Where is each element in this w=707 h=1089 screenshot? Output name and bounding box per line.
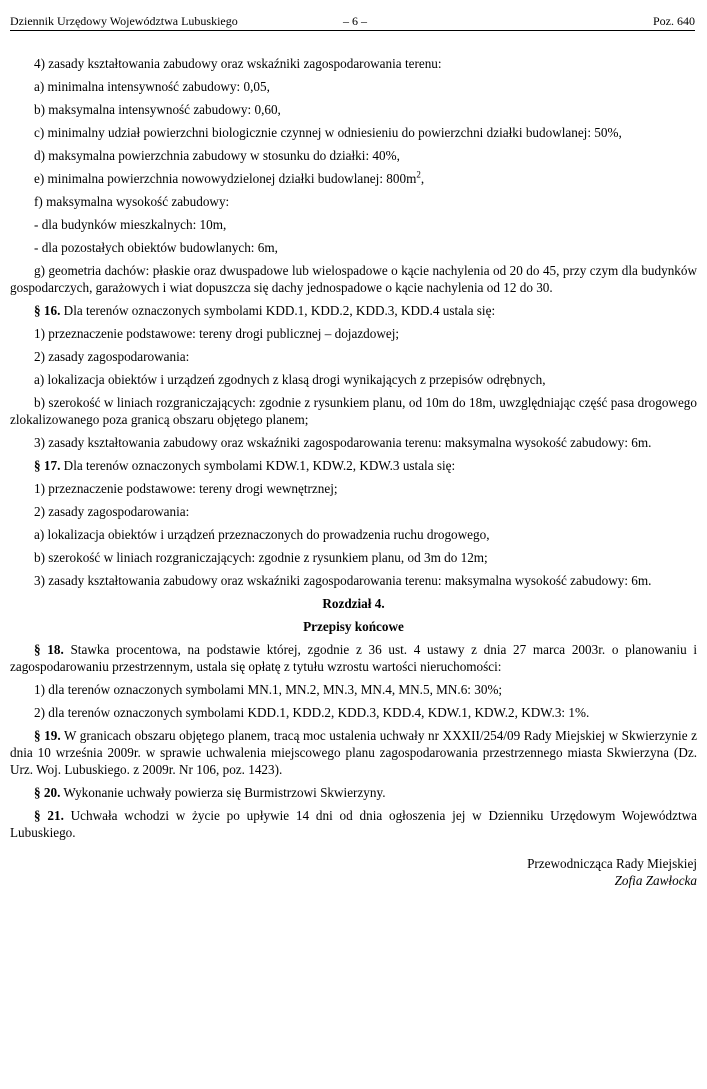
- paragraph: a) minimalna intensywność zabudowy: 0,05,: [34, 79, 270, 94]
- journal-title: Dziennik Urzędowy Województwa Lubuskiego: [10, 14, 238, 28]
- superscript: 2: [416, 169, 421, 180]
- chapter-title: Przepisy końcowe: [303, 619, 404, 634]
- paragraph: f) maksymalna wysokość zabudowy:: [34, 194, 230, 209]
- section-label: § 18.: [34, 642, 64, 657]
- signature-block: [10, 855, 697, 889]
- chapter-heading: Rozdział 4.: [322, 596, 385, 611]
- section-label: § 21.: [34, 808, 64, 823]
- paragraph: a) lokalizacja obiektów i urządzeń zgodnych z klasą drogi wynikających z przepisów odrębnych,: [34, 372, 546, 387]
- paragraph: 1) przeznaczenie podstawowe: tereny drogi wewnętrznej;: [34, 481, 338, 496]
- document-body: [10, 55, 697, 889]
- section-19: [10, 727, 697, 778]
- paragraph: 3) zasady kształtowania zabudowy oraz wskaźniki zagospodarowania terenu: maksymalna wysokość zabudowy: 6m.: [34, 573, 652, 588]
- section-label: § 19.: [34, 728, 61, 743]
- paragraph: 3) zasady kształtowania zabudowy oraz wskaźniki zagospodarowania terenu: maksymalna wysokość zabudowy: 6m.: [34, 435, 652, 450]
- section-label: § 16.: [34, 303, 61, 318]
- paragraph: [10, 170, 697, 187]
- page-number: – 6 –: [343, 14, 367, 28]
- paragraph: 2) zasady zagospodarowania:: [34, 349, 190, 364]
- paragraph: 1) dla terenów oznaczonych symbolami MN.1, MN.2, MN.3, MN.4, MN.5, MN.6: 30%;: [34, 682, 503, 697]
- section-label: § 17.: [34, 458, 61, 473]
- signatory-title: Przewodnicząca Rady Miejskiej: [527, 856, 697, 871]
- paragraph: 4) zasady kształtowania zabudowy oraz wskaźniki zagospodarowania terenu:: [34, 56, 442, 71]
- paragraph: b) maksymalna intensywność zabudowy: 0,60,: [34, 102, 281, 117]
- position-number: Poz. 640: [653, 14, 695, 28]
- section-text: Stawka procentowa, na podstawie której, zgodnie z 36 ust. 4 ustawy z dnia 27 marca 2003r. o planowaniu i zagospodarowaniu przestrzennym, ustala się opłatę z tytułu wzrostu wartości nieruchomości:: [10, 642, 698, 674]
- paragraph: 2) zasady zagospodarowania:: [34, 504, 190, 519]
- section-20: [10, 784, 697, 801]
- paragraph: g) geometria dachów: płaskie oraz dwuspadowe lub wielospadowe o kącie nachylenia od 20 do 45, przy czym dla budynków gospodarczych, garażowych i wiat dopuszcza się dachy jednospadowe o kącie nachylenia od 12 do 30.: [10, 263, 697, 295]
- section-17: [10, 457, 697, 474]
- paragraph: d) maksymalna powierzchnia zabudowy w stosunku do działki: 40%,: [34, 148, 400, 163]
- section-text: W granicach obszaru objętego planem, tracą moc ustalenia uchwały nr XXXII/254/09 Rady Miejskiej w Skwierzynie z dnia 10 września 2009r. w sprawie uchwalenia miejscowego planu zagospodarowania przestrzennego miasta Skwierzyna (Dz. Urz. Woj. Lubuskiego. z 2009r. Nr 106, poz. 1423).: [10, 728, 698, 777]
- section-21: [10, 807, 697, 841]
- page-header: [10, 12, 695, 31]
- section-18: [10, 641, 697, 675]
- paragraph: 1) przeznaczenie podstawowe: tereny drogi publicznej – dojazdowej;: [34, 326, 400, 341]
- paragraph: c) minimalny udział powierzchni biologicznie czynnej w odniesieniu do powierzchni działki budowlanej: 50%,: [34, 125, 622, 140]
- section-text: Dla terenów oznaczonych symbolami KDW.1, KDW.2, KDW.3 ustala się:: [60, 458, 456, 473]
- paragraph: a) lokalizacja obiektów i urządzeń przeznaczonych do prowadzenia ruchu drogowego,: [34, 527, 490, 542]
- section-text: Wykonanie uchwały powierza się Burmistrzowi Skwierzyny.: [60, 785, 386, 800]
- section-16: [10, 302, 697, 319]
- paragraph: - dla pozostałych obiektów budowlanych: 6m,: [34, 240, 278, 255]
- signatory-name: Zofia Zawłocka: [614, 873, 697, 888]
- section-label: § 20.: [34, 785, 61, 800]
- paragraph: b) szerokość w liniach rozgraniczających: zgodnie z rysunkiem planu, od 3m do 12m;: [34, 550, 488, 565]
- paragraph: b) szerokość w liniach rozgraniczających: zgodnie z rysunkiem planu, od 10m do 18m, uwzględniając część pasa drogowego zlokalizowanego poza granicą obszaru objętego planem;: [10, 395, 697, 427]
- paragraph: 2) dla terenów oznaczonych symbolami KDD.1, KDD.2, KDD.3, KDD.4, KDW.1, KDW.2, KDW.3: 1%.: [34, 705, 590, 720]
- paragraph-text: e) minimalna powierzchnia nowowydzielonej działki budowlanej: 800m: [34, 171, 417, 186]
- section-text: Uchwała wchodzi w życie po upływie 14 dni od dnia ogłoszenia jej w Dzienniku Urzędowym Województwa Lubuskiego.: [10, 808, 698, 840]
- paragraph: - dla budynków mieszkalnych: 10m,: [34, 217, 227, 232]
- section-text: Dla terenów oznaczonych symbolami KDD.1, KDD.2, KDD.3, KDD.4 ustala się:: [60, 303, 496, 318]
- paragraph-text: ,: [420, 171, 425, 186]
